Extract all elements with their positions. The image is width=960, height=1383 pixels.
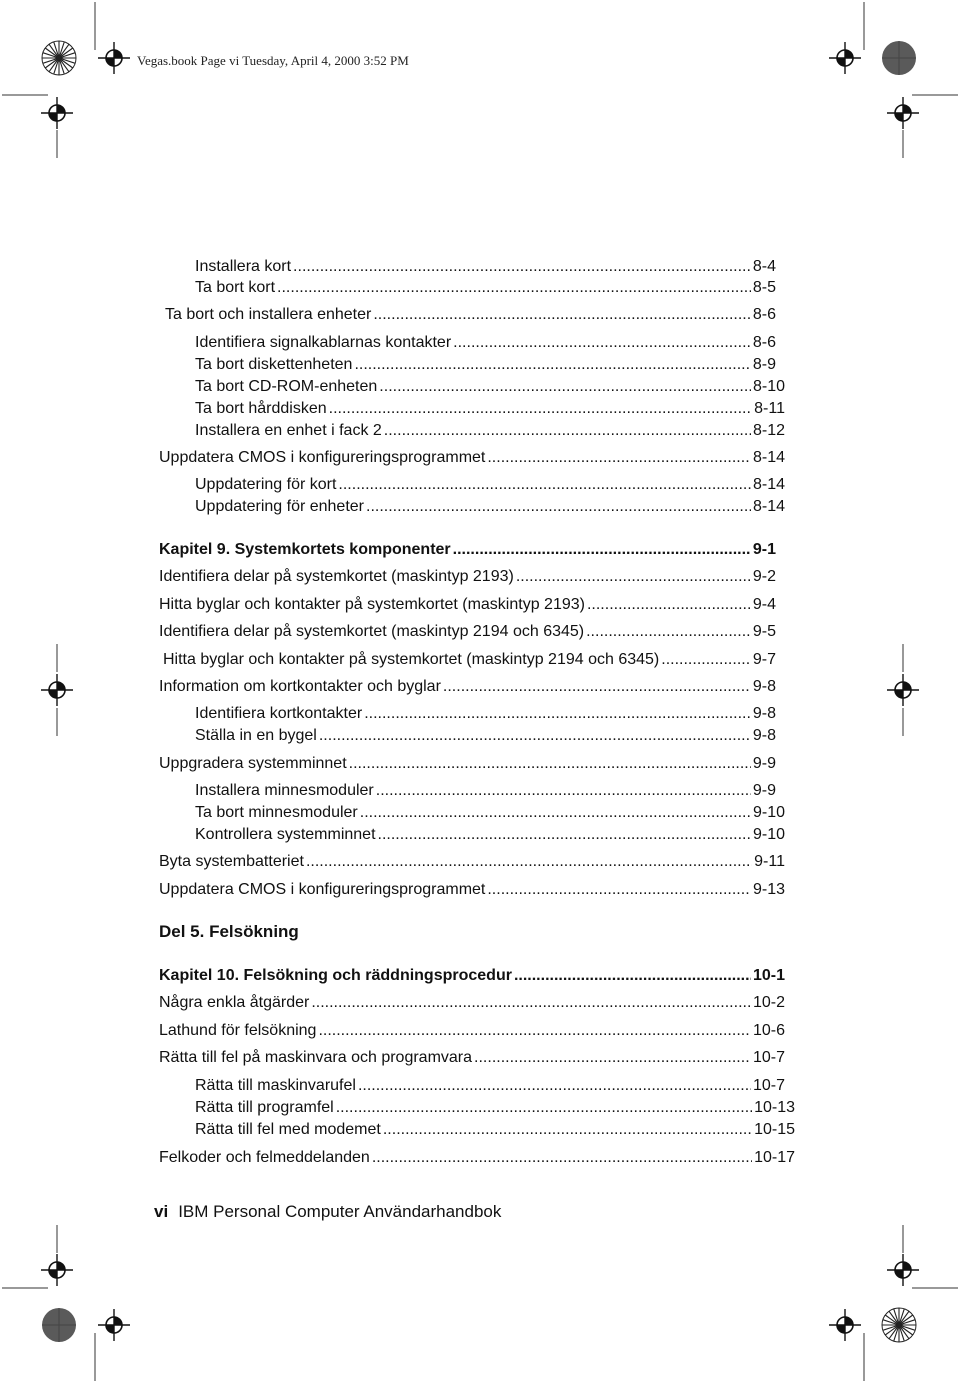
toc-entry-page: 8-12 (752, 422, 785, 439)
graydisk-mark-bottom-left (42, 1308, 76, 1342)
toc-entry-page: 10-6 (752, 1022, 785, 1039)
starburst-mark-top-left (42, 41, 76, 75)
toc-entry-title: Ta bort CD-ROM-enheten (195, 378, 378, 395)
toc-entry[interactable] (195, 1098, 795, 1118)
toc-entry[interactable] (159, 1021, 785, 1041)
toc-entry[interactable] (195, 781, 776, 801)
toc-entry[interactable] (159, 1148, 795, 1168)
toc-entry-title: Installera en enhet i fack 2 (195, 422, 382, 439)
toc-entry-title: Rätta till programfel (195, 1099, 334, 1116)
part-heading: Del 5. Felsökning (159, 922, 299, 941)
toc-entry-title: Ta bort hårddisken (195, 400, 327, 417)
toc-entry[interactable] (195, 704, 776, 724)
toc-entry[interactable] (159, 677, 776, 697)
toc-entry-title: Uppdatera CMOS i konfigureringsprogrammet (159, 881, 486, 898)
toc-entry-title: Installera kort (195, 258, 292, 275)
toc-entry[interactable] (159, 852, 785, 872)
toc-chapter-10[interactable] (159, 966, 785, 986)
toc-dot-leader (329, 399, 753, 419)
toc-chapter-page: 10-1 (752, 967, 785, 984)
toc-entry[interactable] (165, 305, 776, 325)
toc-entry[interactable] (159, 754, 776, 774)
toc-chapter-title: Kapitel 10. Felsökning och räddningsprocedur (159, 967, 512, 984)
toc-dot-leader (516, 567, 751, 587)
toc-dot-leader (364, 704, 751, 724)
toc-entry-page: 8-6 (752, 334, 776, 351)
toc-dot-leader (487, 880, 751, 900)
toc-dot-leader (336, 1098, 752, 1118)
toc-entry[interactable] (195, 355, 776, 375)
toc-chapter-title: Kapitel 9. Systemkortets komponenter (159, 541, 451, 558)
toc-entry-page: 9-7 (752, 651, 776, 668)
footer-page-number: vi (154, 1202, 169, 1221)
toc-entry-page: 10-15 (754, 1121, 795, 1138)
toc-entry-page: 8-14 (752, 449, 785, 466)
toc-dot-leader (379, 377, 751, 397)
toc-entry[interactable] (195, 726, 776, 746)
toc-entry-title: Identifiera delar på systemkortet (maskintyp 2194 och 6345) (159, 623, 585, 640)
toc-entry-page: 8-4 (752, 258, 776, 275)
toc-entry[interactable] (195, 475, 785, 495)
crosshair-mark-bottom-right-a (887, 1254, 919, 1286)
toc-dot-leader (661, 650, 751, 670)
toc-entry-title: Hitta byglar och kontakter på systemkortet (maskintyp 2193) (159, 596, 585, 613)
toc-entry-title: Uppdatering för enheter (195, 498, 364, 515)
toc-entry-page: 10-7 (752, 1077, 785, 1094)
toc-entry[interactable] (159, 567, 776, 587)
toc-entry[interactable] (159, 448, 785, 468)
toc-entry[interactable] (195, 1120, 795, 1140)
toc-entry-page: 10-13 (754, 1099, 795, 1116)
toc-entry-title: Ställa in en bygel (195, 727, 317, 744)
toc-dot-leader (360, 803, 751, 823)
toc-dot-leader (373, 305, 751, 325)
toc-dot-leader (384, 421, 751, 441)
crosshair-mark-bottom-left-a (41, 1254, 73, 1286)
toc-entry-title: Information om kortkontakter och byglar (159, 678, 441, 695)
toc-dot-leader (587, 595, 751, 615)
toc-entry-title: Felkoder och felmeddelanden (159, 1149, 370, 1166)
toc-dot-leader (487, 448, 751, 468)
crosshair-mark-top-left-b (41, 97, 73, 129)
toc-entry-title: Ta bort minnesmoduler (195, 804, 358, 821)
page-footer (154, 1202, 501, 1222)
toc-entry[interactable] (195, 803, 785, 823)
toc-entry-title: Uppdatering för kort (195, 476, 337, 493)
toc-dot-leader (586, 622, 751, 642)
toc-entry[interactable] (195, 333, 776, 353)
crosshair-mark-bottom-left-b (98, 1309, 130, 1341)
toc-dot-leader (372, 1148, 752, 1168)
crosshair-mark-bottom-right-b (829, 1309, 861, 1341)
toc-entry-page: 9-8 (752, 727, 776, 744)
toc-dot-leader (383, 1120, 752, 1140)
toc-entry-title: Rätta till fel med modemet (195, 1121, 381, 1138)
toc-entry[interactable] (195, 399, 785, 419)
toc-entry-page: 10-7 (752, 1049, 785, 1066)
toc-entry-page: 9-8 (752, 678, 776, 695)
toc-entry-page: 9-10 (752, 804, 785, 821)
starburst-mark-bottom-right (882, 1308, 916, 1342)
toc-entry-page: 9-10 (752, 826, 785, 843)
running-header: Vegas.book Page vi Tuesday, April 4, 2000 3:52 PM (137, 53, 409, 68)
toc-entry[interactable] (163, 650, 776, 670)
toc-dot-leader (443, 677, 751, 697)
toc-entry-page: 8-11 (754, 400, 785, 417)
toc-entry-title: Uppdatera CMOS i konfigureringsprogrammet (159, 449, 486, 466)
footer-book-title: IBM Personal Computer Användarhandbok (178, 1202, 502, 1221)
toc-entry-title: Rätta till maskinvarufel (195, 1077, 356, 1094)
toc-entry-page: 10-2 (752, 994, 785, 1011)
crosshair-mark-mid-left (41, 674, 73, 706)
crosshair-mark-top-right-b (887, 97, 919, 129)
toc-dot-leader (319, 726, 751, 746)
toc-dot-leader (354, 355, 750, 375)
graydisk-mark-top-right (882, 41, 916, 75)
toc-entry[interactable] (195, 377, 785, 397)
toc-entry-title: Identifiera delar på systemkortet (maskintyp 2193) (159, 568, 514, 585)
toc-entry-page: 9-5 (752, 623, 776, 640)
toc-entry-title: Identifiera kortkontakter (195, 705, 363, 722)
toc-dot-leader (453, 333, 751, 353)
toc-entry-title: Rätta till fel på maskinvara och programvara (159, 1049, 473, 1066)
toc-entry-page: 10-17 (754, 1149, 795, 1166)
toc-entry-title: Ta bort kort (195, 279, 276, 296)
toc-dot-leader (293, 257, 751, 277)
toc-entry-title: Byta systembatteriet (159, 853, 304, 870)
toc-entry-page: 8-10 (752, 378, 785, 395)
crosshair-mark-mid-right (887, 674, 919, 706)
toc-entry[interactable] (195, 278, 776, 298)
toc-entry-title: Lathund för felsökning (159, 1022, 317, 1039)
toc-dot-leader (311, 993, 751, 1013)
toc-entry-page: 8-14 (752, 498, 785, 515)
toc-entry-page: 9-9 (752, 782, 776, 799)
toc-dot-leader (453, 540, 751, 560)
toc-entry[interactable] (159, 993, 785, 1013)
toc-dot-leader (358, 1076, 751, 1096)
toc-dot-leader (306, 852, 752, 872)
crosshair-mark-top-left-a (98, 42, 130, 74)
toc-entry-title: Hitta byglar och kontakter på systemkortet (maskintyp 2194 och 6345) (163, 651, 660, 668)
toc-entry-page: 8-6 (752, 306, 776, 323)
toc-dot-leader (376, 781, 751, 801)
toc-entry-page: 8-9 (752, 356, 776, 373)
toc-entry[interactable] (195, 257, 776, 277)
toc-entry-title: Ta bort och installera enheter (165, 306, 372, 323)
toc-dot-leader (277, 278, 751, 298)
toc-entry-page: 9-9 (752, 755, 776, 772)
toc-chapter-9[interactable] (159, 540, 776, 560)
toc-entry-title: Kontrollera systemminnet (195, 826, 376, 843)
toc-entry-page: 8-14 (752, 476, 785, 493)
crosshair-mark-top-right-a (829, 42, 861, 74)
toc-entry[interactable] (195, 825, 785, 845)
toc-entry[interactable] (195, 1076, 785, 1096)
toc-dot-leader (514, 966, 751, 986)
toc-entry-title: Ta bort diskettenheten (195, 356, 353, 373)
toc-entry-page: 9-8 (752, 705, 776, 722)
toc-entry-page: 9-2 (752, 568, 776, 585)
toc-dot-leader (318, 1021, 751, 1041)
toc-entry-title: Identifiera signalkablarnas kontakter (195, 334, 452, 351)
toc-entry-page: 9-4 (752, 596, 776, 613)
toc-dot-leader (366, 497, 751, 517)
toc-dot-leader (378, 825, 751, 845)
toc-entry-title: Några enkla åtgärder (159, 994, 310, 1011)
toc-entry[interactable] (195, 497, 785, 517)
toc-entry-title: Uppgradera systemminnet (159, 755, 347, 772)
toc-entry[interactable] (195, 421, 785, 441)
toc-dot-leader (338, 475, 751, 495)
toc-entry[interactable] (159, 595, 776, 615)
toc-entry[interactable] (159, 622, 776, 642)
toc-entry-page: 8-5 (752, 279, 776, 296)
toc-dot-leader (474, 1048, 751, 1068)
toc-entry-title: Installera minnesmoduler (195, 782, 374, 799)
toc-entry-page: 9-13 (752, 881, 785, 898)
toc-entry[interactable] (159, 1048, 785, 1068)
toc-entry[interactable] (159, 880, 785, 900)
toc-entry-page: 9-11 (754, 853, 785, 870)
toc-chapter-page: 9-1 (752, 541, 776, 558)
toc-dot-leader (349, 754, 751, 774)
